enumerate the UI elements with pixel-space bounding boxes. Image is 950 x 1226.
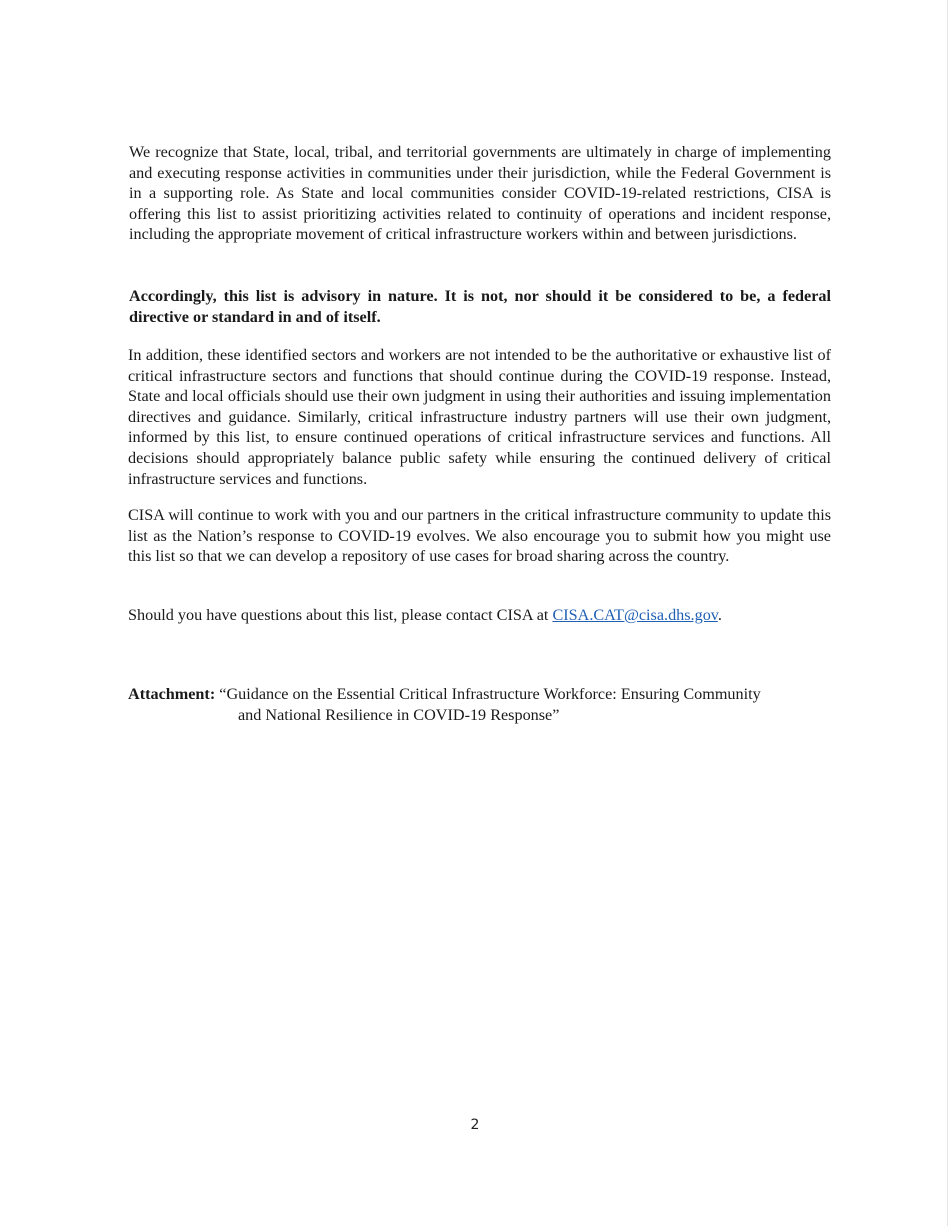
email-link[interactable]: CISA.CAT@cisa.dhs.gov <box>552 606 718 624</box>
attachment-note <box>128 684 848 725</box>
paragraph-advisory-notice: Accordingly, this list is advisory in nature. It is not, nor should it be considered to be, a federal directive or standard in and of itself. <box>129 287 831 326</box>
page-number: 2 <box>470 1117 480 1133</box>
paragraph-not-exhaustive: In addition, these identified sectors and workers are not intended to be the authoritative or exhaustive list of critical infrastructure sectors and functions that should continue during the COVID-19 response. Instead, State and local officials should use their own judgment in using their authorities and issuing implementation directives and guidance. Similarly, critical infrastructure industry partners will use their own judgment, informed by this list, to ensure continued operations of critical infrastructure services and functions. All decisions should appropriately balance public safety while ensuring the continued delivery of critical infrastructure services and functions. <box>128 346 831 488</box>
contact-period: . <box>717 606 722 624</box>
contact-text: Should you have questions about this list, please contact CISA at <box>128 606 553 624</box>
attachment-label: Attachment: <box>128 685 216 703</box>
attachment-title-line1: “Guidance on the Essential Critical Infrastructure Workforce: Ensuring Community <box>215 685 761 703</box>
attachment-title-line2: and National Resilience in COVID-19 Response” <box>238 705 560 724</box>
paragraph-contact <box>128 605 831 626</box>
paragraph-governments: We recognize that State, local, tribal, and territorial governments are ultimately in charge of implementing and executing response activities in communities under their jurisdiction, while the Federal Government is in a supporting role. As State and local communities consider COVID-19-related restrictions, CISA is offering this list to assist prioritizing activities related to continuity of operations and incident response, including the appropriate movement of critical infrastructure workers within and between jurisdictions. <box>129 143 831 244</box>
scan-edge <box>947 0 948 1226</box>
paragraph-continue-work: CISA will continue to work with you and our partners in the critical infrastructure community to update this list as the Nation’s response to COVID-19 evolves. We also encourage you to submit how you might use this list so that we can develop a repository of use cases for broad sharing across the country. <box>128 506 831 566</box>
